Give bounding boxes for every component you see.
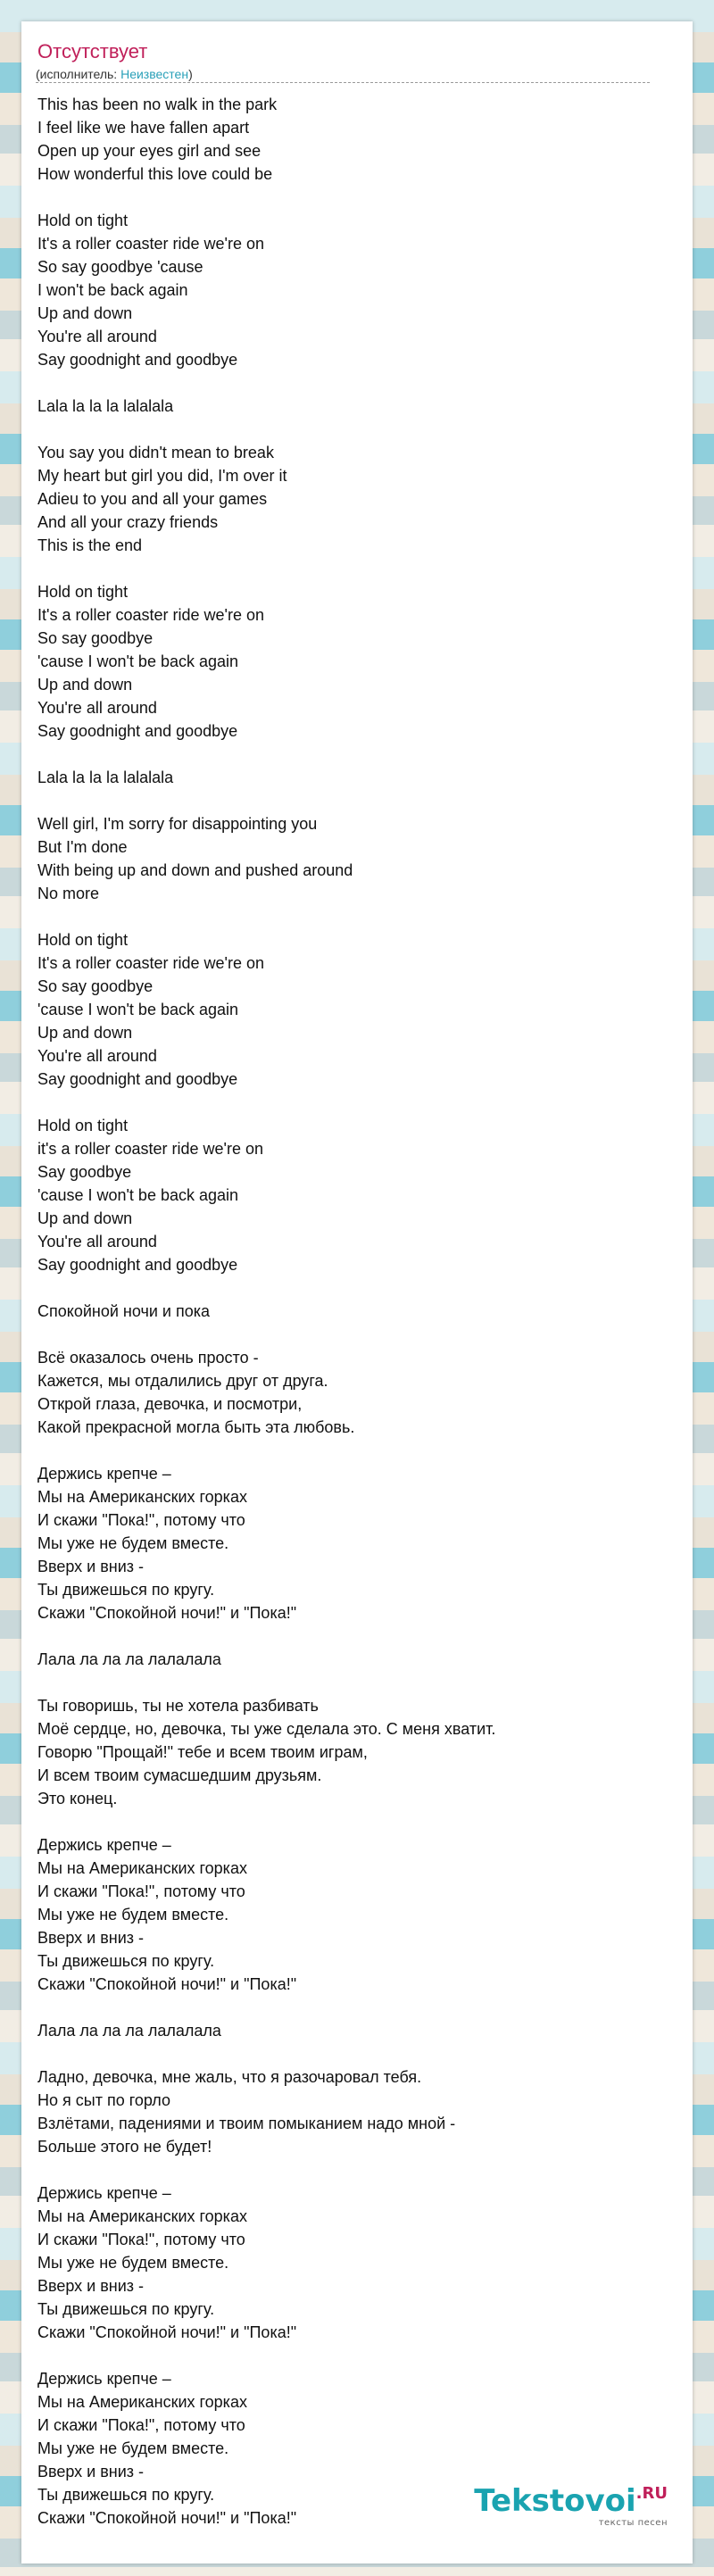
lyric-line: Мы на Американских горках (37, 2393, 247, 2411)
lyric-line: Держись крепче – (37, 2370, 171, 2388)
lyric-line: Скажи "Спокойной ночи!" и "Пока!" (37, 1604, 297, 1622)
lyric-line: Lala la la la lalalala (37, 769, 174, 786)
lyric-line: Держись крепче – (37, 1836, 171, 1854)
lyric-line: You're all around (37, 328, 157, 345)
lyric-line: With being up and down and pushed around (37, 861, 353, 879)
lyric-line: Моё сердце, но, девочка, ты уже сделала это. С меня хватит. (37, 1720, 496, 1738)
lyric-line: Мы уже не будем вместе. (37, 2439, 229, 2457)
lyric-line: Всё оказалось очень просто - (37, 1349, 259, 1367)
stanza-gap (37, 1996, 662, 2019)
lyric-line: This has been no walk in the park (37, 96, 278, 113)
lyric-line: It's a roller coaster ride we're on (37, 235, 264, 253)
title-divider (36, 82, 650, 83)
lyric-line: Говорю "Прощай!" тебе и всем твоим играм, (37, 1743, 368, 1761)
stanza-gap (37, 371, 662, 395)
lyric-line: Ладно, девочка, мне жаль, что я разочаровал тебя. (37, 2068, 422, 2086)
lyric-line: Мы на Американских горках (37, 1488, 247, 1506)
lyric-line: Держись крепче – (37, 1465, 171, 1483)
lyric-line: I won't be back again (37, 281, 188, 299)
lyric-line: Say goodnight and goodbye (37, 351, 238, 369)
lyric-line: No more (37, 885, 100, 902)
lyric-line: Up and down (37, 1209, 133, 1227)
lyric-line: Hold on tight (37, 212, 129, 229)
lyric-line: Больше этого не будет! (37, 2138, 212, 2156)
lyric-line: И всем твоим сумасшедшим друзьям. (37, 1766, 322, 1784)
lyric-line: Лала ла ла ла лалалала (37, 1650, 221, 1668)
lyric-line: И скажи "Пока!", потому что (37, 1511, 245, 1529)
lyric-line: 'cause I won't be back again (37, 1001, 239, 1018)
lyric-line: Мы уже не будем вместе. (37, 1534, 229, 1552)
lyric-line: Well girl, I'm sorry for disappointing you (37, 815, 318, 833)
logo-tld: .RU (635, 2484, 668, 2503)
lyric-line: Say goodbye (37, 1163, 132, 1181)
lyric-line: И скажи "Пока!", потому что (37, 2416, 245, 2434)
lyric-line: It's a roller coaster ride we're on (37, 606, 264, 624)
stanza-gap (37, 557, 662, 580)
stanza-gap (37, 418, 662, 441)
performer-prefix: (исполнитель: (36, 67, 121, 81)
artist-link[interactable]: Неизвестен (120, 67, 189, 81)
lyric-line: Скажи "Спокойной ночи!" и "Пока!" (37, 2509, 297, 2527)
lyric-line: Это конец. (37, 1790, 118, 1807)
lyric-line: Up and down (37, 676, 133, 694)
lyric-line: Ты движешься по кругу. (37, 2300, 215, 2318)
lyric-line: И скажи "Пока!", потому что (37, 1882, 245, 1900)
stanza-gap (37, 2158, 662, 2181)
lyric-line: Say goodnight and goodbye (37, 722, 238, 740)
logo-wordmark (474, 2483, 668, 2519)
lyric-line: Вверх и вниз - (37, 2277, 145, 2295)
stanza-gap (37, 1091, 662, 1114)
lyric-line: Hold on tight (37, 1117, 129, 1134)
stanza-gap (37, 1671, 662, 1694)
stanza-gap (37, 2344, 662, 2367)
lyric-line: Say goodnight and goodbye (37, 1256, 238, 1274)
lyric-line: Какой прекрасной могла быть эта любовь. (37, 1418, 355, 1436)
lyric-line: So say goodbye 'cause (37, 258, 203, 276)
lyric-line: it's a roller coaster ride we're on (37, 1140, 263, 1158)
stanza-gap (37, 743, 662, 766)
stanza-gap (37, 1810, 662, 1833)
lyric-line: Lala la la la lalalala (37, 397, 174, 415)
lyric-line: Лала ла ла ла лалалала (37, 2022, 221, 2040)
lyric-line: Hold on tight (37, 931, 129, 949)
lyric-line: Взлётами, падениями и твоим помыканием надо мной - (37, 2115, 456, 2132)
lyric-line: Вверх и вниз - (37, 1558, 145, 1575)
stanza-gap (37, 905, 662, 928)
lyric-line: Hold on tight (37, 583, 129, 601)
lyric-line: Но я сыт по горло (37, 2091, 170, 2109)
lyric-line: You're all around (37, 1233, 157, 1251)
performer-suffix: ) (188, 67, 193, 81)
lyric-line: 'cause I won't be back again (37, 652, 239, 670)
stanza-gap (37, 186, 662, 209)
lyric-line: Скажи "Спокойной ночи!" и "Пока!" (37, 1975, 297, 1993)
lyric-line: Мы на Американских горках (37, 1859, 247, 1877)
stanza-gap (37, 2042, 662, 2065)
lyric-line: So say goodbye (37, 977, 154, 995)
lyric-line: My heart but girl you did, I'm over it (37, 467, 287, 485)
lyric-line: Ты движешься по кругу. (37, 2486, 215, 2504)
lyric-line: It's a roller coaster ride we're on (37, 954, 264, 972)
lyric-line: Вверх и вниз - (37, 2463, 145, 2480)
stanza-gap (37, 789, 662, 812)
lyric-line: И скажи "Пока!", потому что (37, 2231, 245, 2248)
lyric-line: This is the end (37, 536, 143, 554)
logo-name: Tekstovoi (474, 2483, 636, 2519)
lyrics-card (21, 21, 693, 2564)
lyric-line: You're all around (37, 699, 157, 717)
lyric-line: Кажется, мы отдалились друг от друга. (37, 1372, 328, 1390)
lyrics-text (37, 93, 662, 2530)
lyric-line: Up and down (37, 1024, 133, 1042)
lyric-line: But I'm done (37, 838, 128, 856)
lyric-line: Ты движешься по кругу. (37, 1952, 215, 1970)
lyric-line: How wonderful this love could be (37, 165, 273, 183)
stanza-gap (37, 1323, 662, 1346)
logo-tagline: тексты песен (598, 2518, 668, 2528)
lyric-line: And all your crazy friends (37, 513, 219, 531)
performer-line (36, 67, 193, 82)
lyric-line: Вверх и вниз - (37, 1929, 145, 1947)
lyric-line: You say you didn't mean to break (37, 444, 274, 461)
lyric-line: Ты говоришь, ты не хотела разбивать (37, 1697, 319, 1715)
lyric-line: Мы на Американских горках (37, 2207, 247, 2225)
lyric-line: Спокойной ночи и пока (37, 1302, 210, 1320)
stanza-gap (37, 1439, 662, 1462)
stanza-gap (37, 1276, 662, 1300)
lyric-line: Скажи "Спокойной ночи!" и "Пока!" (37, 2323, 297, 2341)
lyric-line: Open up your eyes girl and see (37, 142, 262, 160)
lyric-line: 'cause I won't be back again (37, 1186, 239, 1204)
lyric-line: Up and down (37, 304, 133, 322)
lyric-line: So say goodbye (37, 629, 154, 647)
lyric-line: You're all around (37, 1047, 157, 1065)
lyric-line: Открой глаза, девочка, и посмотри, (37, 1395, 303, 1413)
lyric-line: Мы уже не будем вместе. (37, 2254, 229, 2272)
lyric-line: Ты движешься по кругу. (37, 1581, 215, 1599)
lyric-line: Мы уже не будем вместе. (37, 1906, 229, 1924)
lyric-line: Say goodnight and goodbye (37, 1070, 238, 1088)
lyric-line: I feel like we have fallen apart (37, 119, 250, 137)
song-title: Отсутствует (37, 40, 148, 62)
lyric-line: Adieu to you and all your games (37, 490, 268, 508)
stanza-gap (37, 1625, 662, 1648)
lyric-line: Держись крепче – (37, 2184, 171, 2202)
site-logo[interactable] (474, 2483, 668, 2528)
